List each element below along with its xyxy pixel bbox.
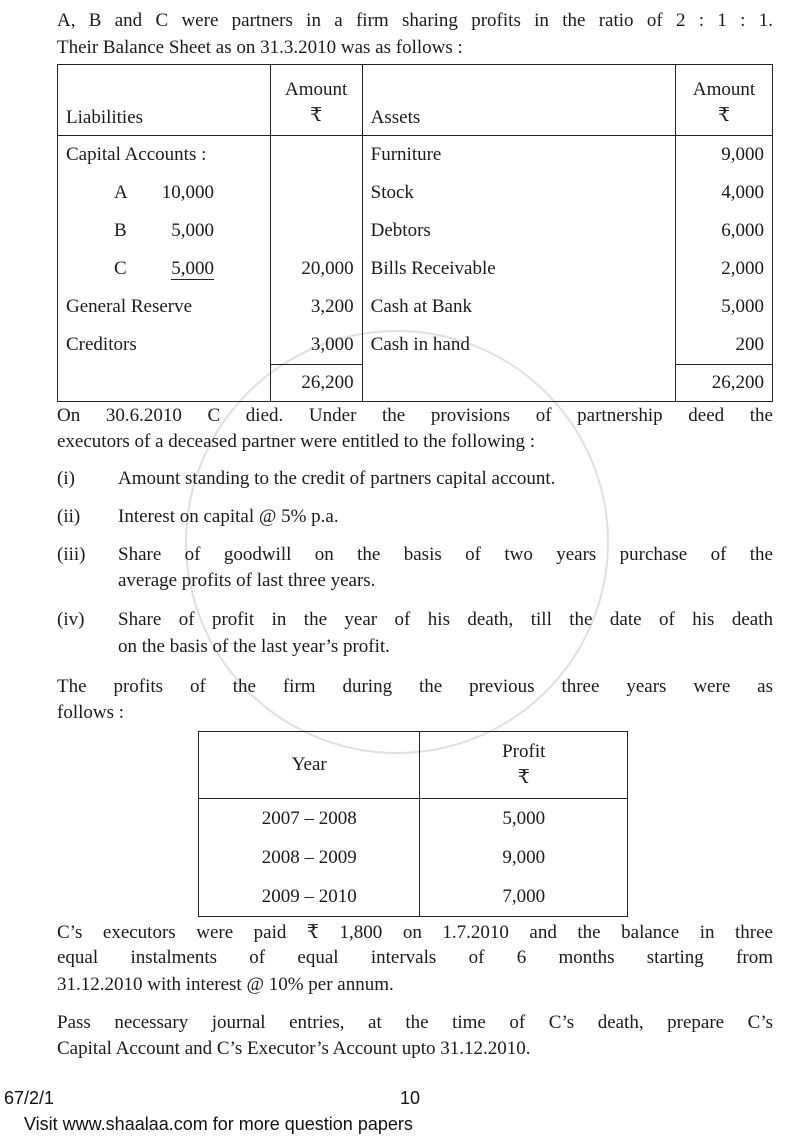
asset-label: Cash at Bank [362,288,675,326]
total-row [58,365,773,402]
table-row [58,326,773,365]
intro-line-2: Their Balance Sheet as on 31.3.2010 was as follows : [57,37,463,58]
item-text: Share of profit in the year of his death, till the date of his death [118,609,773,630]
para2-line-1: The profits of the firm during the previous three years were as [57,676,773,697]
visit-link[interactable]: Visit www.shaalaa.com for more question papers [24,1114,413,1134]
partner-capital: A 10,000 [58,174,271,212]
assets-header: Assets [362,65,675,136]
liabilities-header: Liabilities [58,65,271,136]
intro-line-1: A, B and C were partners in a firm sharing profits in the ratio of 2 : 1 : 1. [57,10,773,31]
profit-header: Profit ₹ [420,732,628,799]
profit-cell: 5,000 [420,799,628,839]
table-row [199,799,628,839]
asset-amount: 5,000 [676,288,773,326]
balance-sheet-table [57,64,773,402]
para3-line-1: C’s executors were paid ₹ 1,800 on 1.7.2010 and the balance in three [57,922,773,943]
total-assets: 26,200 [676,365,773,402]
asset-label: Bills Receivable [362,250,675,288]
item-number: (iii) [57,544,86,565]
asset-label: Furniture [362,136,675,175]
profit-cell: 9,000 [420,838,628,877]
balance-sheet-header [58,65,773,136]
para3-line-2: equal instalments of equal intervals of 6 months starting from [57,947,773,968]
table-row [199,838,628,877]
table-row [58,136,773,175]
page-number: 10 [400,1088,421,1108]
capital-total: 20,000 [270,250,362,288]
profit-cell: 7,000 [420,877,628,917]
para2-line-2: follows : [57,702,125,723]
year-header: Year [199,732,420,799]
creditors-amount: 3,000 [270,326,362,365]
table-row [58,212,773,250]
paper-code: 67/2/1 [4,1088,55,1108]
asset-label: Stock [362,174,675,212]
total-liabilities: 26,200 [270,365,362,402]
partner-capital: C 5,000 [58,250,271,288]
asset-amount: 6,000 [676,212,773,250]
asset-amount: 9,000 [676,136,773,175]
year-cell: 2009 – 2010 [199,877,420,917]
item-number: (iv) [57,609,85,630]
para4-line-2: Capital Account and C’s Executor’s Account upto 31.12.2010. [57,1038,531,1059]
item-number: (i) [57,468,75,489]
creditors-label: Creditors [58,326,271,365]
capital-accounts-label: Capital Accounts : [58,136,271,175]
general-reserve-amount: 3,200 [270,288,362,326]
asset-amount: 4,000 [676,174,773,212]
profit-table-header [199,732,628,799]
year-cell: 2008 – 2009 [199,838,420,877]
item-text: on the basis of the last year’s profit. [118,636,390,657]
table-row [199,877,628,917]
asset-label: Debtors [362,212,675,250]
table-row [58,250,773,288]
para1-line-2: executors of a deceased partner were entitled to the following : [57,431,535,452]
item-text: Share of goodwill on the basis of two years purchase of the [118,544,773,565]
para1-line-1: On 30.6.2010 C died. Under the provisions of partnership deed the [57,405,773,426]
asset-amount: 2,000 [676,250,773,288]
profit-table [198,731,628,917]
partner-capital: B 5,000 [58,212,271,250]
year-cell: 2007 – 2008 [199,799,420,839]
para3-line-3: 31.12.2010 with interest @ 10% per annum. [57,974,394,995]
para4-line-1: Pass necessary journal entries, at the time of C’s death, prepare C’s [57,1012,773,1033]
table-row [58,174,773,212]
asset-amount: 200 [676,326,773,365]
item-number: (ii) [57,506,81,527]
item-text: Amount standing to the credit of partners capital account. [118,468,556,489]
amount-header: Amount ₹ [676,65,773,136]
asset-label: Cash in hand [362,326,675,365]
amount-header: Amount ₹ [270,65,362,136]
table-row [58,288,773,326]
item-text: average profits of last three years. [118,570,376,591]
item-text: Interest on capital @ 5% p.a. [118,506,339,527]
general-reserve-label: General Reserve [58,288,271,326]
